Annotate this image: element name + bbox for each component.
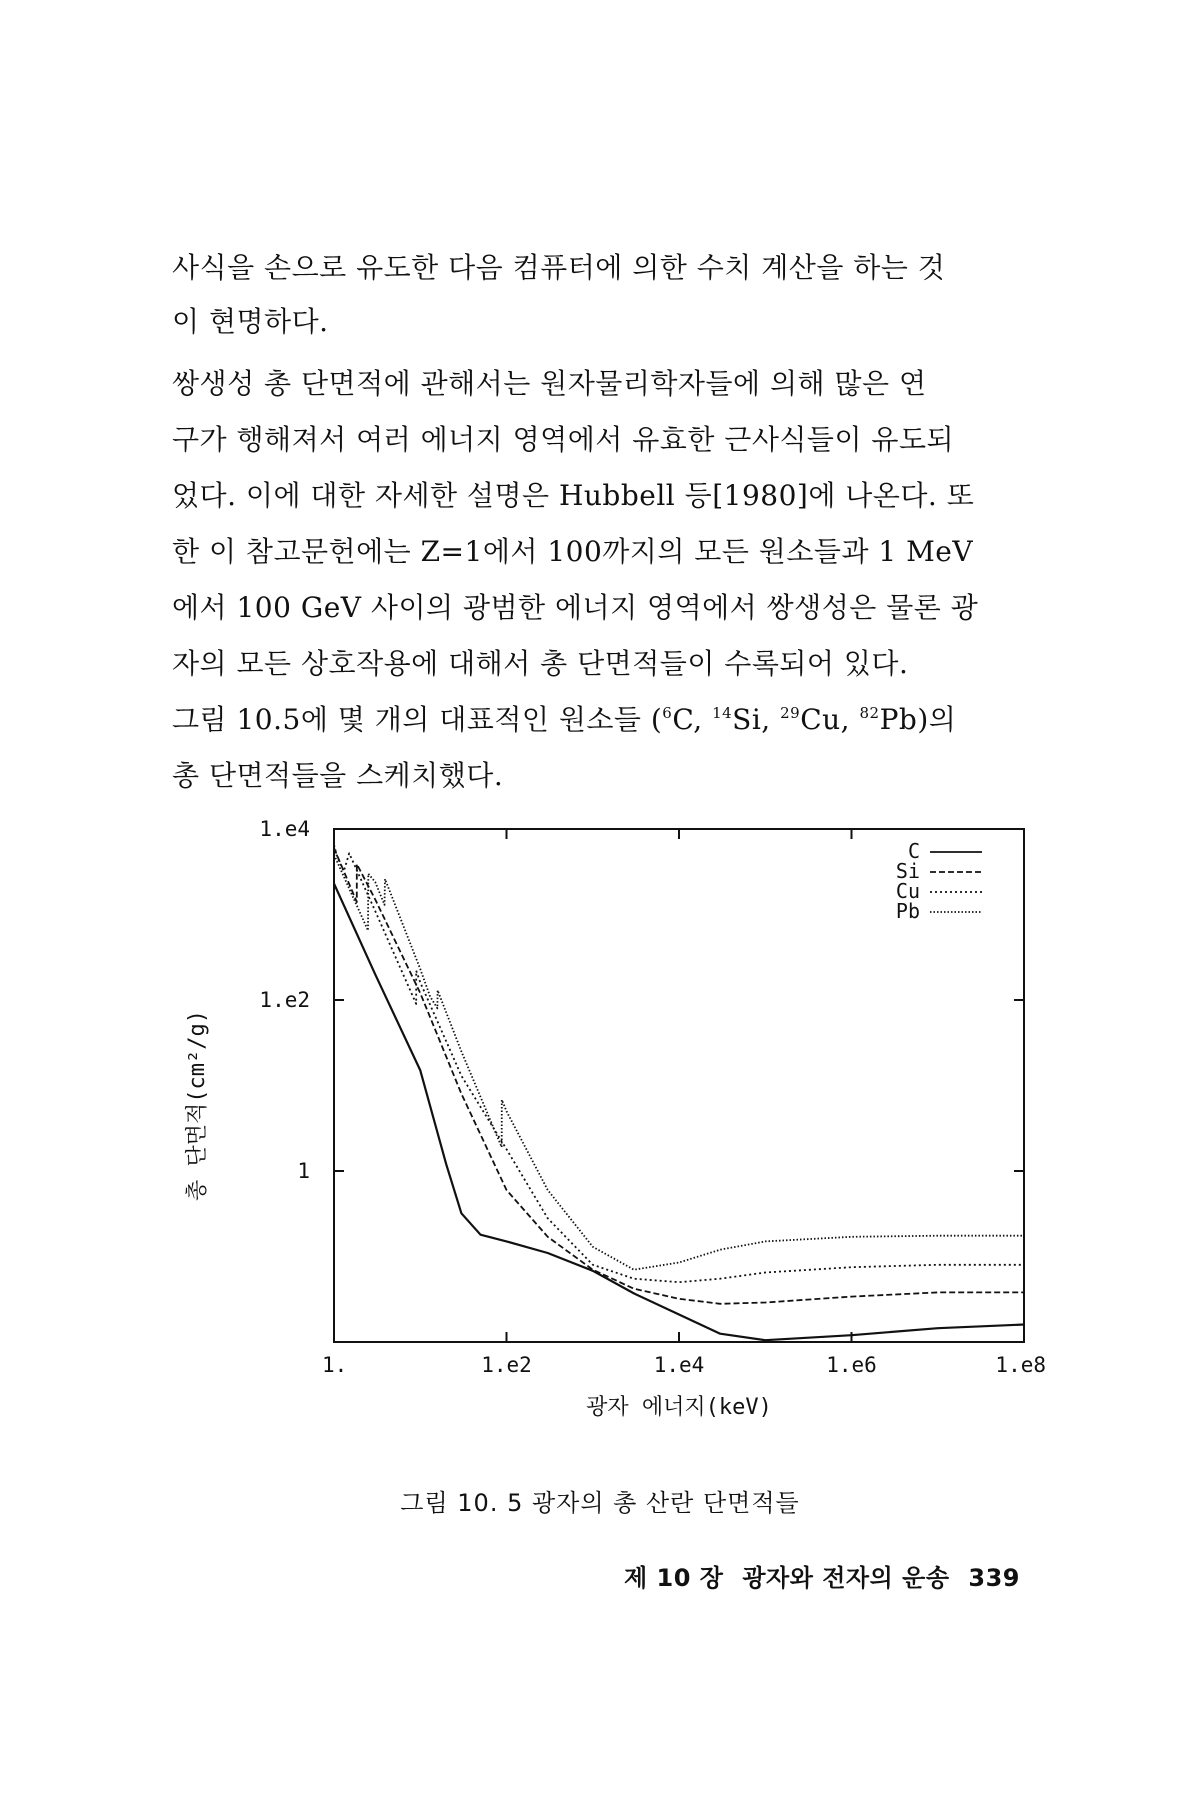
chapter-number: 제 10 장 (624, 1564, 724, 1592)
y-tick-label: 1.e2 (259, 988, 310, 1012)
legend-label: Pb (895, 899, 920, 923)
legend-label: C (907, 839, 920, 863)
x-tick-label: 1.e2 (481, 1353, 532, 1377)
paragraph-line: 총 단면적들을 스케치했다. (172, 759, 504, 792)
series-line-pb (334, 855, 1024, 1270)
series-line-cu (334, 845, 1024, 1282)
legend-label: Si (895, 859, 920, 883)
paragraph-line: 에서 100 GeV 사이의 광범한 에너지 영역에서 쌍생성은 물론 광 (172, 591, 979, 624)
y-axis-label: 총 단면적(cm²/g) (185, 1010, 210, 1201)
isotope-number: 6 (662, 704, 673, 722)
isotope-number: 14 (712, 704, 733, 722)
paragraph-line: 한 이 참고문헌에는 Z=1에서 100까지의 모든 원소들과 1 MeV (172, 535, 974, 568)
paragraph-line: 구가 행해져서 여러 에너지 영역에서 유효한 근사식들이 유도되 (172, 423, 955, 456)
series-line-c (334, 884, 1024, 1341)
isotope-number: 29 (780, 704, 801, 722)
paragraph-line: 었다. 이에 대한 자세한 설명은 Hubbell 등[1980]에 나온다. 또 (172, 479, 975, 512)
element-symbol: C, (672, 703, 713, 736)
paragraph-line: 쌍생성 총 단면적에 관해서는 원자물리학자들에 의해 많은 연 (172, 367, 927, 400)
x-axis-label: 광자 에너지(keV) (586, 1395, 772, 1420)
element-symbol: Cu, (800, 703, 860, 736)
cross-section-chart (170, 810, 1070, 1450)
y-tick-label: 1 (297, 1159, 310, 1183)
paragraph-line: 자의 모든 상호작용에 대해서 총 단면적들이 수록되어 있다. (172, 647, 909, 680)
figure-caption: 그림 10. 5 광자의 총 산란 단면적들 (400, 1489, 800, 1517)
figure (170, 810, 1070, 1450)
page-number: 339 (968, 1564, 1020, 1592)
x-tick-label: 1.e8 (995, 1353, 1046, 1377)
x-tick-label: 1.e6 (826, 1353, 877, 1377)
paragraph-line: 이 현명하다. (172, 305, 329, 338)
paragraph-line (172, 700, 956, 740)
paragraph-line: 사식을 손으로 유도한 다음 컴퓨터에 의한 수치 계산을 하는 것 (172, 251, 946, 284)
x-tick-label: 1. (322, 1353, 348, 1377)
y-tick-label: 1.e4 (259, 817, 310, 841)
series-line-si (334, 848, 1024, 1304)
legend-label: Cu (895, 879, 920, 903)
isotope-number: 82 (859, 704, 880, 722)
element-symbol: Si, (732, 703, 781, 736)
page-footer (614, 1558, 1020, 1593)
x-tick-label: 1.e4 (653, 1353, 705, 1377)
line-text: 그림 10.5에 몇 개의 대표적인 원소들 ( (172, 703, 663, 736)
element-symbol: Pb)의 (879, 703, 957, 736)
chapter-title: 광자와 전자의 운송 (742, 1564, 950, 1592)
